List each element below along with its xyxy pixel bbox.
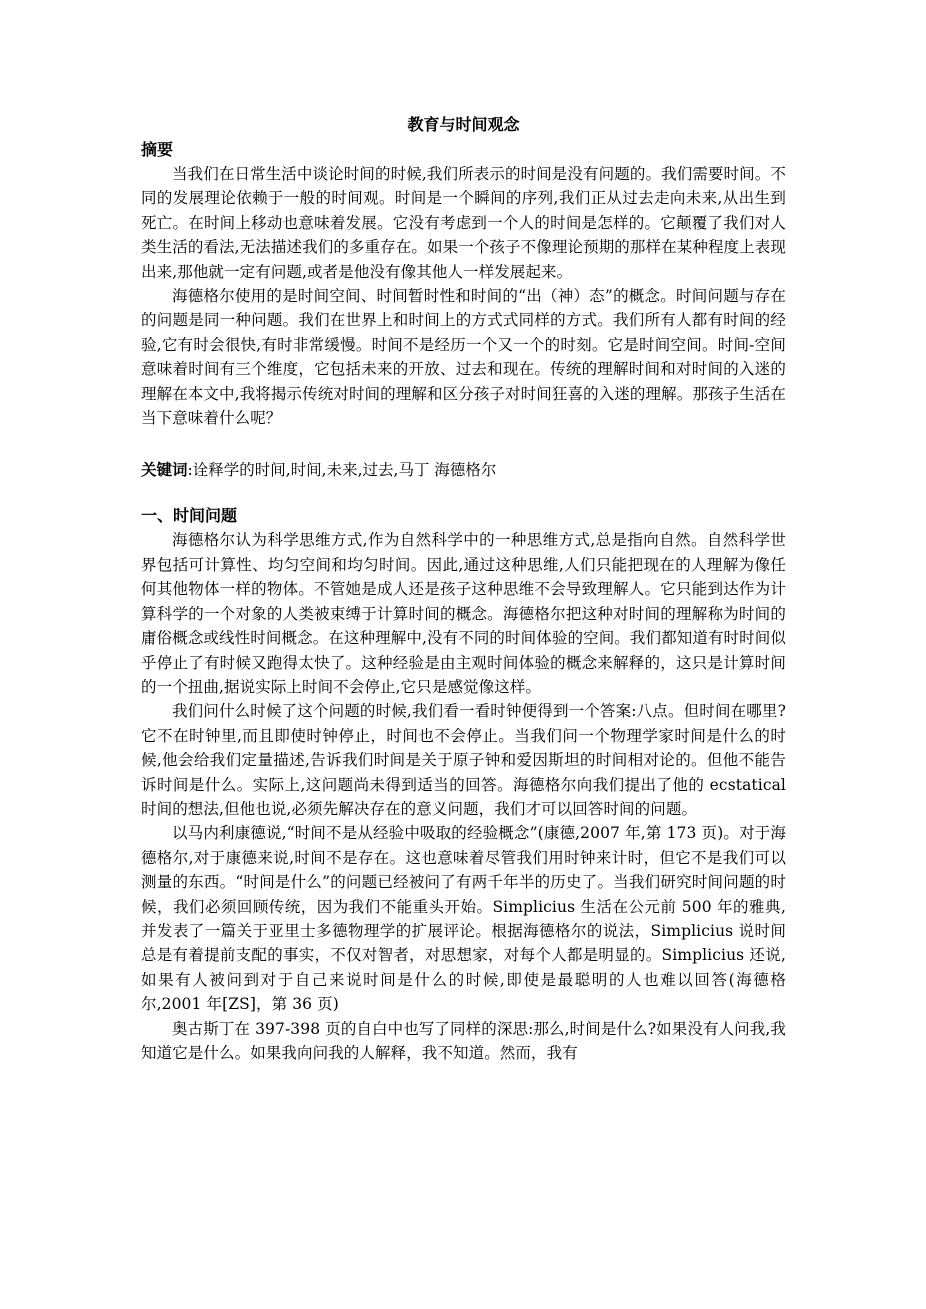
document-title: 教育与时间观念	[407, 115, 520, 134]
keywords-text: :诠释学的时间,时间,未来,过去,马丁 海德格尔	[187, 461, 497, 480]
section-1-heading: 一、时间问题	[141, 506, 238, 526]
keywords-line	[141, 458, 786, 482]
section-1-paragraph: 以马内利康德说,“时间不是从经验中吸取的经验概念”(康德,2007 年,第 173 页)。对于海德格尔,对于康德来说,时间不是存在。这也意味着尽管我们用时钟来计时，但它不是我们可以测量的东西。“时间是什么”的问题已经被问了有两千年半的历史了。当我们研究时间问题的时候，我们必须回顾传统，因为我们不能重头开始。Simplicius 生活在公元前 500 年的雅典,并发表了一篇关于亚里士多德物理学的扩展评论。根据海德格尔的说法，Simplicius 说时间总是有着提前支配的事实，不仅对智者，对思想家，对每个人都是明显的。Simplicius 还说,如果有人被问到对于自己来说时间是什么的时候,即使是最聪明的人也难以回答(海德格尔,2001 年[ZS]，第 36 页)	[141, 824, 786, 1014]
abstract-paragraph: 海德格尔使用的是时间空间、时间暂时性和时间的“出（神）态”的概念。时间问题与存在的问题是同一种问题。我们在世界上和时间上的方式式同样的方式。我们所有人都有时间的经验,它有时会很快,有时非常缓慢。时间不是经历一个又一个的时刻。它是时间空间。时间-空间意味着时间有三个维度，它包括未来的开放、过去和现在。传统的理解时间和对时间的入迷的理解在本文中,我将揭示传统对时间的理解和区分孩子对时间狂喜的入迷的理解。那孩子生活在当下意味着什么呢？	[141, 287, 786, 428]
section-1	[141, 504, 786, 1065]
keywords-label: 关键词	[141, 461, 188, 480]
abstract-paragraph: 当我们在日常生活中谈论时间的时候,我们所表示的时间是没有问题的。我们需要时间。不同的发展理论依赖于一般的时间观。时间是一个瞬间的序列,我们正从过去走向未来,从出生到死亡。在时间上移动也意味着发展。它没有考虑到一个人的时间是怎样的。它颠覆了我们对人类生活的看法,无法描述我们的多重存在。如果一个孩子不像理论预期的那样在某种程度上表现出来,那他就一定有问题,或者是他没有像其他人一样发展起来。	[141, 165, 786, 281]
abstract-heading: 摘要	[141, 140, 174, 159]
section-1-paragraph: 我们问什么时候了这个问题的时候,我们看一看时钟便得到一个答案:八点。但时间在哪里?它不在时钟里,而且即使时钟停止，时间也不会停止。当我们问一个物理学家时间是什么的时候,他会给我们定量描述,告诉我们时间是关于原子钟和爱因斯坦的时间相对论的。但他不能告诉时间是什么。实际上,这问题尚未得到适当的回答。海德格尔向我们提出了他的 ecstatical 时间的想法,但他也说,必须先解决存在的意义问题，我们才可以回答时间的问题。	[141, 702, 786, 818]
abstract-section	[141, 138, 786, 430]
section-1-paragraph: 海德格尔认为科学思维方式,作为自然科学中的一种思维方式,总是指向自然。自然科学世界包括可计算性、均匀空间和均匀时间。因此,通过这种思维,人们只能把现在的人理解为像任何其他物体一样的物体。不管她是成人还是孩子这种思维不会导致理解人。它只能到达作为计算科学的一个对象的人类被束缚于计算时间的概念。海德格尔把这种对时间的理解称为时间的庸俗概念或线性时间概念。在这种理解中,没有不同的时间体验的空间。我们都知道有时时间似乎停止了有时候又跑得太快了。这种经验是由主观时间体验的概念来解释的，这只是计算时间的一个扭曲,据说实际上时间不会停止,它只是感觉像这样。	[141, 531, 786, 696]
section-1-paragraph: 奥古斯丁在 397-398 页的自白中也写了同样的深思:那么,时间是什么?如果没有人问我,我知道它是什么。如果我向问我的人解释，我不知道。然而，我有	[141, 1019, 786, 1062]
